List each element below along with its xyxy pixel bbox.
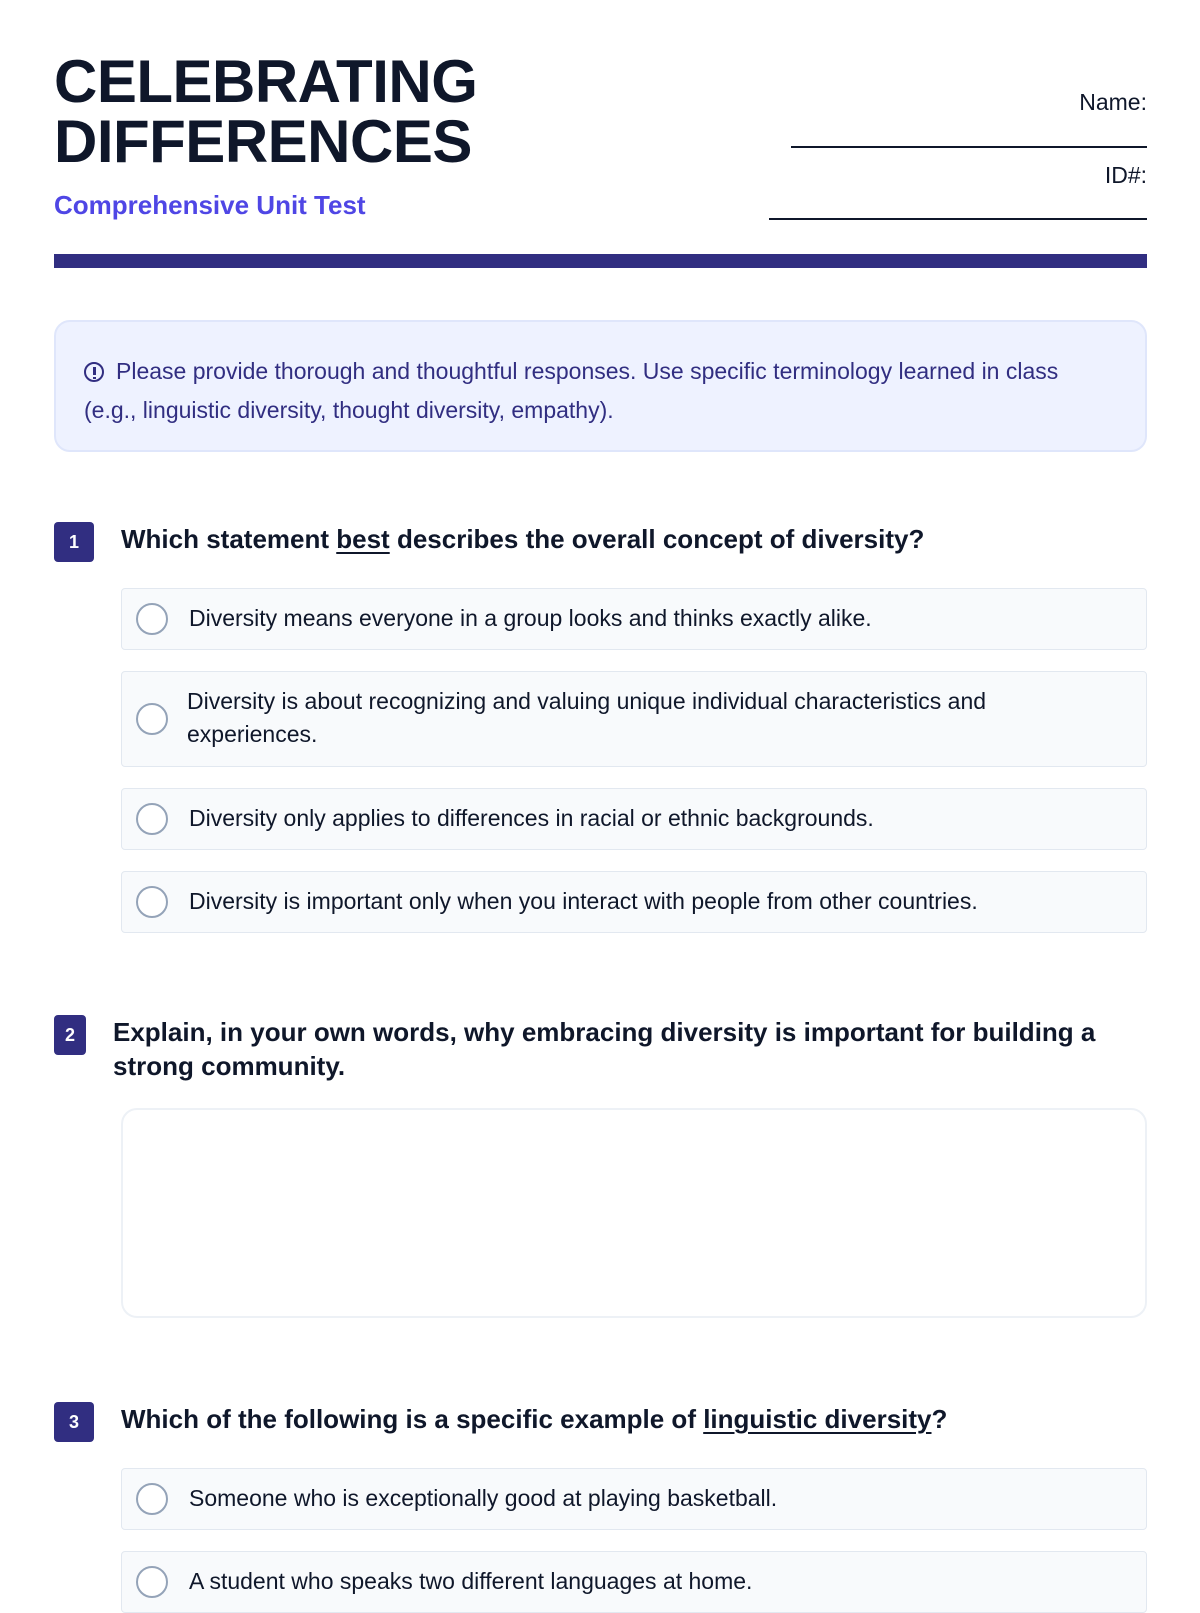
radio-button[interactable]	[136, 1566, 168, 1598]
page-title	[54, 48, 478, 175]
question-number: 1	[54, 522, 94, 562]
answer-option[interactable]	[121, 671, 1147, 767]
radio-button[interactable]	[136, 803, 168, 835]
answer-option[interactable]	[121, 1468, 1147, 1530]
radio-button[interactable]	[136, 886, 168, 918]
question-text-part: Which statement	[121, 524, 337, 554]
notice-text: Please provide thorough and thoughtful responses. Use specific terminology learned in class (e.g., linguistic diversity, thought diversity, empathy).	[84, 358, 1059, 423]
option-text: Diversity is about recognizing and valuing unique individual characteristics and experiences.	[187, 688, 987, 747]
option-text: A student who speaks two different languages at home.	[189, 1568, 753, 1594]
question-text-emphasis: best	[336, 524, 390, 554]
question-number: 3	[54, 1402, 94, 1442]
instructions-notice	[54, 320, 1147, 452]
radio-button[interactable]	[136, 603, 168, 635]
answer-option[interactable]	[121, 1551, 1147, 1613]
header	[54, 0, 1147, 268]
option-text: Diversity only applies to differences in racial or ethnic backgrounds.	[189, 805, 874, 831]
question-text: Explain, in your own words, why embracing diversity is important for building a strong community.	[113, 1017, 1096, 1081]
question-text-part: describes the overall concept of diversity?	[389, 524, 925, 554]
radio-button[interactable]	[136, 1483, 168, 1515]
question-text-part: ?	[931, 1404, 948, 1434]
question-text	[121, 522, 1147, 556]
option-text: Someone who is exceptionally good at playing basketball.	[189, 1485, 778, 1511]
answer-option[interactable]	[121, 588, 1147, 650]
radio-button[interactable]	[136, 703, 168, 735]
answer-option[interactable]	[121, 788, 1147, 850]
name-field[interactable]	[791, 132, 1147, 148]
page-subtitle: Comprehensive Unit Test	[54, 190, 366, 220]
header-divider	[54, 254, 1147, 268]
answer-option[interactable]	[121, 871, 1147, 933]
question-text-part: Which of the following is a specific example of	[121, 1404, 704, 1434]
question-number: 2	[54, 1015, 86, 1055]
question-text	[121, 1402, 1147, 1436]
option-text: Diversity means everyone in a group looks and thinks exactly alike.	[189, 605, 872, 631]
question-text-emphasis: linguistic diversity	[703, 1404, 932, 1434]
info-circle-icon	[84, 362, 104, 382]
option-text: Diversity is important only when you interact with people from other countries.	[189, 888, 978, 914]
id-label: ID#:	[1104, 162, 1147, 188]
test-page	[54, 0, 1147, 1594]
title-line-2: DIFFERENCES	[54, 108, 472, 175]
answer-textarea[interactable]	[121, 1108, 1147, 1318]
id-field[interactable]	[769, 204, 1147, 220]
title-line-1: CELEBRATING	[54, 48, 478, 115]
name-label: Name:	[1079, 89, 1147, 115]
